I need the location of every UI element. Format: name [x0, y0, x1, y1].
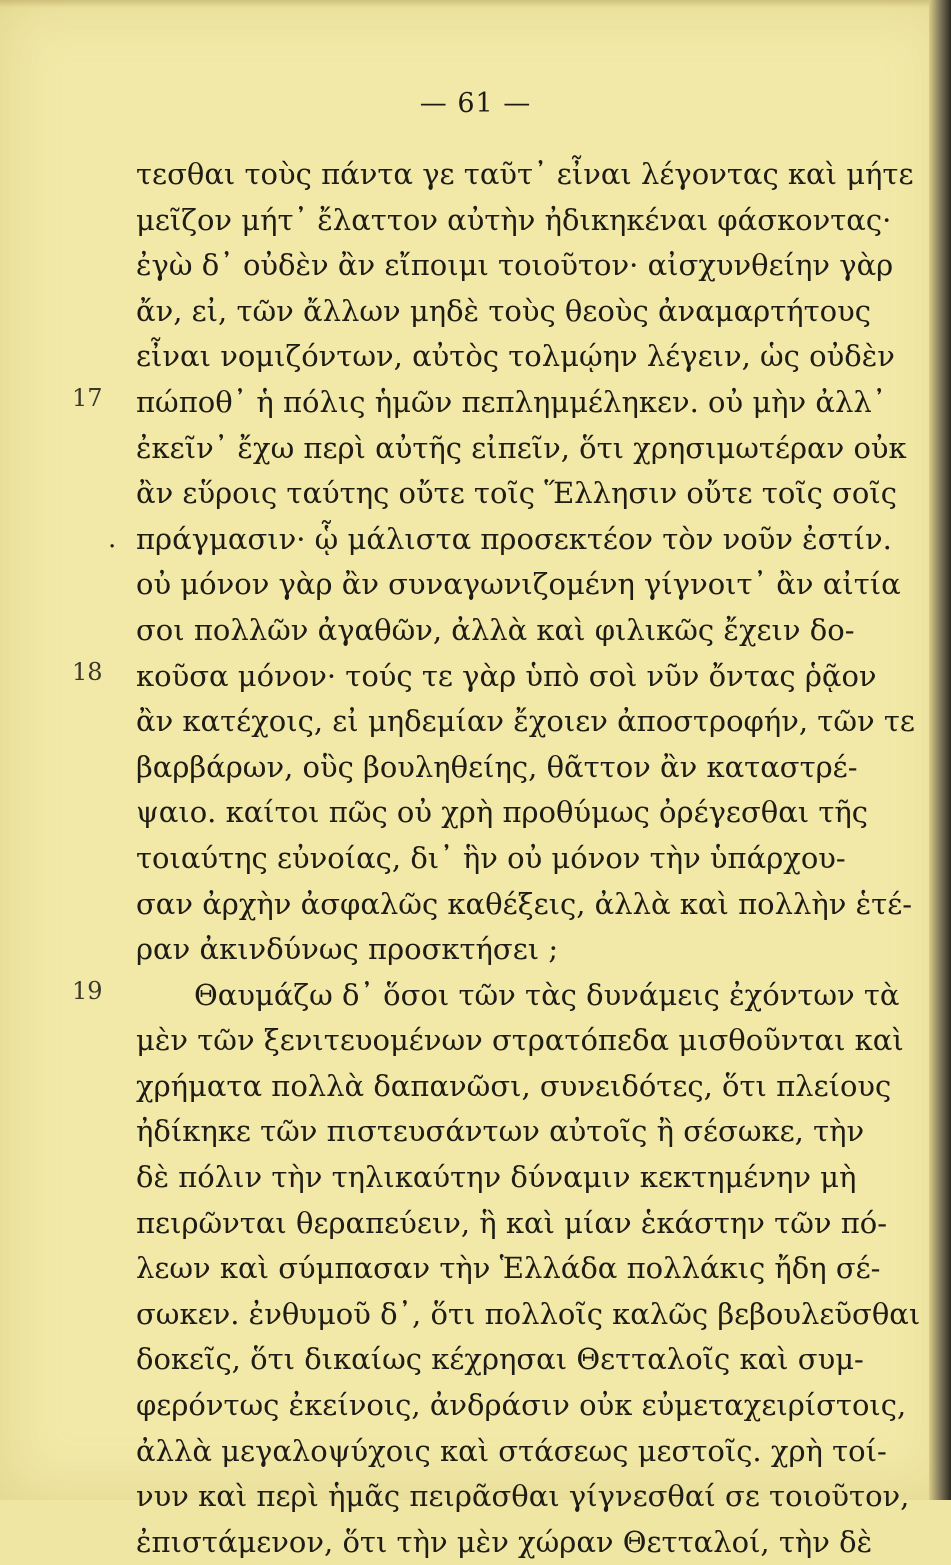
- line-text: πειρῶνται θεραπεύειν, ἣ καὶ μίαν ἑκάστην τῶν πό-: [136, 1205, 888, 1240]
- line-text: σαν ἀρχὴν ἀσφαλῶς καθέξεις, ἀλλὰ καὶ πολλὴν ἑτέ-: [136, 886, 913, 921]
- text-line: [136, 699, 915, 745]
- text-line: [136, 426, 907, 472]
- line-text: σωκεν. ἐνθυμοῦ δ᾽, ὅτι πολλοῖς καλῶς βεβουλεῦσθαι: [136, 1296, 921, 1331]
- text-line: [136, 562, 901, 608]
- line-text: ἀλλὰ μεγαλοψύχοις καὶ στάσεως μεστοῖς. χρὴ τοί-: [136, 1433, 887, 1468]
- text-line: [136, 927, 826, 973]
- line-text: βαρβάρων, οὓς βουληθείης, θᾶττον ἂν καταστρέ-: [136, 749, 858, 784]
- greek-text-block: [72, 152, 921, 1565]
- line-text: ἐγὼ δ᾽ οὐδὲν ἂν εἴποιμι τοιοῦτον· αἰσχυνθείην γὰρ: [136, 248, 894, 283]
- text-line: [136, 836, 846, 882]
- text-line: [136, 1064, 892, 1110]
- line-text: μὲν τῶν ξενιτευομένων στρατόπεδα μισθοῦνται καὶ: [136, 1023, 904, 1058]
- line-text: ἄν, εἰ, τῶν ἄλλων μηδὲ τοὺς θεοὺς ἀναμαρτήτους: [136, 293, 872, 328]
- line-text: πώποθ᾽ ἡ πόλις ἡμῶν πεπλημμέληκεν. οὐ μὴν ἀλλ᾽: [136, 384, 887, 419]
- line-text: ἂν κατέχοις, εἰ μηδεμίαν ἔχοιεν ἀποστροφήν, τῶν τε: [136, 704, 915, 739]
- text-line: [136, 608, 855, 654]
- text-line: [136, 1246, 881, 1292]
- section-number: 18: [72, 657, 103, 686]
- line-text: νυν καὶ περὶ ἡμᾶς πειρᾶσθαι γίγνεσθαί σε τοιοῦτον,: [136, 1479, 910, 1514]
- line-text: Θαυμάζω δ᾽ ὅσοι τῶν τὰς δυνάμεις ἐχόντων τὰ: [194, 977, 900, 1012]
- line-text: ραν ἀκινδύνως προσκτήσει ;: [136, 932, 559, 967]
- line-text: σοι πολλῶν ἀγαθῶν, ἀλλὰ καὶ φιλικῶς ἔχειν δο-: [136, 612, 855, 647]
- text-line: [136, 471, 897, 517]
- text-line: [72, 973, 900, 1019]
- line-text: πράγμασιν· ᾧ μάλιστα προσεκτέον τὸν νοῦν ἐστίν.: [136, 521, 892, 556]
- text-line: [136, 1155, 857, 1201]
- text-line: [136, 1429, 887, 1475]
- line-text: δὲ πόλιν τὴν τηλικαύτην δύναμιν κεκτημένην μὴ: [136, 1160, 857, 1195]
- text-line: [136, 1520, 873, 1565]
- line-text: κοῦσα μόνον· τούς τε γὰρ ὑπὸ σοὶ νῦν ὄντας ῥᾷον: [136, 658, 877, 693]
- text-line: [136, 1018, 904, 1064]
- line-text: τεσθαι τοὺς πάντα γε ταῦτ᾽ εἶναι λέγοντας καὶ μήτε: [136, 157, 914, 191]
- line-text: οὐ μόνον γὰρ ἂν συναγωνιζομένη γίγνοιτ᾽ ἂν αἰτία: [136, 567, 901, 602]
- line-text: φερόντως ἐκείνοις, ἀνδράσιν οὐκ εὐμεταχειρίστοις,: [136, 1388, 907, 1423]
- line-text: μεῖζον μήτ᾽ ἔλαττον αὐτὴν ἠδικηκέναι φάσκοντας·: [136, 202, 892, 237]
- line-text: ἠδίκηκε τῶν πιστευσάντων αὐτοῖς ἢ σέσωκε, τὴν: [136, 1114, 865, 1149]
- text-line: [136, 152, 914, 198]
- line-text: εἶναι νομιζόντων, αὐτὸς τολμῴην λέγειν, ὡς οὐδὲν: [136, 339, 895, 374]
- page-number: — 61 —: [419, 88, 532, 119]
- text-line: [136, 882, 913, 928]
- margin-mark: .: [108, 523, 117, 554]
- text-line: [136, 1292, 921, 1338]
- line-text: δοκεῖς, ὅτι δικαίως κέχρησαι Θετταλοῖς καὶ συμ-: [136, 1342, 864, 1377]
- section-number: 17: [72, 383, 103, 412]
- text-line: [136, 198, 892, 244]
- page-top-shadow: [0, 0, 951, 8]
- text-line: [72, 380, 887, 426]
- text-line: [136, 1474, 910, 1520]
- line-text: ψαιο. καίτοι πῶς οὐ χρὴ προθύμως ὀρέγεσθαι τῆς: [136, 795, 869, 830]
- text-line: [136, 790, 869, 836]
- text-line: [136, 1337, 864, 1383]
- section-number: 19: [72, 976, 103, 1005]
- text-line: [136, 745, 858, 791]
- line-text: ἐπιστάμενον, ὅτι τὴν μὲν χώραν Θετταλοί, τὴν δὲ: [136, 1524, 873, 1559]
- line-text: ἂν εὕροις ταύτης οὔτε τοῖς Ἕλλησιν οὔτε τοῖς σοῖς: [136, 476, 897, 511]
- text-line: [108, 517, 892, 563]
- book-binding-edge: [929, 0, 951, 1500]
- text-line: [136, 289, 872, 335]
- text-line: [136, 1201, 888, 1247]
- line-text: λεων καὶ σύμπασαν τὴν Ἑλλάδα πολλάκις ἤδη σέ-: [136, 1251, 881, 1286]
- line-text: ἐκεῖν᾽ ἔχω περὶ αὐτῆς εἰπεῖν, ὅτι χρησιμωτέραν οὐκ: [136, 430, 907, 465]
- text-line: [136, 334, 895, 380]
- text-line: [136, 1109, 865, 1155]
- text-line: [136, 1383, 907, 1429]
- text-line: [72, 654, 877, 700]
- text-line: [136, 243, 894, 289]
- line-text: τοιαύτης εὐνοίας, δι᾽ ἣν οὐ μόνον τὴν ὑπάρχου-: [136, 840, 846, 875]
- line-text: χρήματα πολλὰ δαπανῶσι, συνειδότες, ὅτι πλείους: [136, 1068, 892, 1103]
